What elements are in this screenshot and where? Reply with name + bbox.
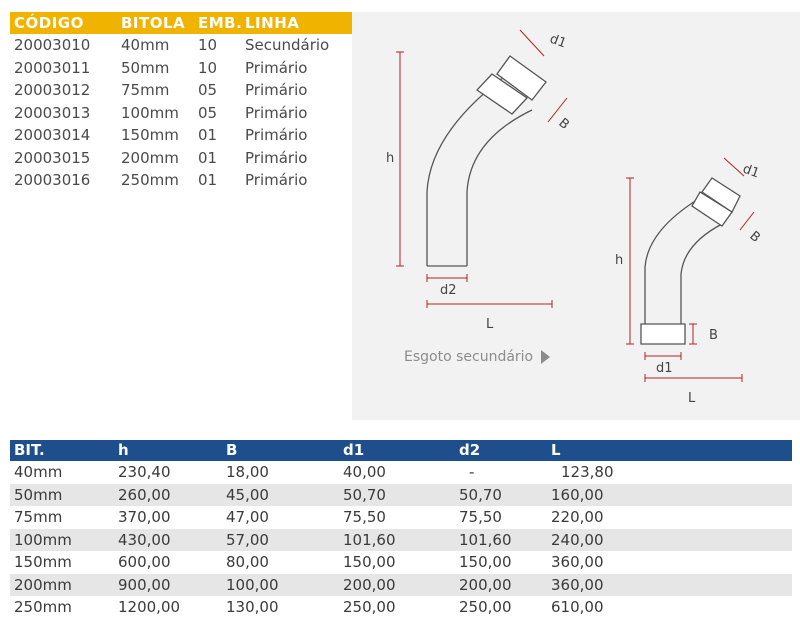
dimension-cell: 150,00 — [343, 553, 396, 571]
product-cell: Primário — [245, 148, 308, 167]
header-emb: EMB. — [198, 14, 243, 32]
dimension-cell: 50,70 — [343, 485, 386, 504]
product-cell: 200mm — [121, 148, 179, 167]
large-d1-label: d1 — [547, 31, 569, 52]
small-d1-bottom-label: d1 — [656, 361, 673, 376]
product-cell: 01 — [198, 171, 218, 189]
dimensions-table-row — [10, 596, 792, 619]
technical-drawing-panel — [352, 12, 800, 420]
dimension-cell: 250,00 — [343, 598, 396, 616]
dimension-cell: 100,00 — [226, 575, 279, 594]
product-cell: 10 — [198, 58, 218, 77]
triangle-right-icon — [541, 350, 550, 364]
header-linha: LINHA — [245, 14, 300, 32]
dimension-cell: 230,40 — [118, 463, 171, 481]
product-cell: Primário — [245, 126, 308, 144]
dimensions-table-row — [10, 529, 792, 552]
product-cell: 20003015 — [14, 148, 91, 167]
product-table-row — [10, 124, 355, 147]
product-cell: 75mm — [121, 81, 170, 99]
dimensions-table-row — [10, 506, 792, 529]
dimension-cell: 47,00 — [226, 508, 269, 526]
header-bit: BIT. — [14, 441, 45, 459]
small-h-label: h — [615, 253, 624, 268]
large-d2-label: d2 — [440, 283, 457, 298]
dimension-cell: 1200,00 — [118, 598, 181, 616]
header-bitola: BITOLA — [121, 14, 186, 32]
product-cell: Primário — [245, 171, 308, 189]
dimension-cell: 200mm — [14, 575, 72, 594]
dimension-cell: 101,60 — [459, 530, 512, 549]
header-l: L — [551, 441, 561, 459]
dimension-cell: 150mm — [14, 553, 72, 571]
product-cell: 50mm — [121, 58, 170, 77]
product-table-row — [10, 79, 355, 102]
small-elbow — [641, 178, 740, 344]
dimensions-table-row — [10, 574, 792, 597]
dimensions-table-header — [10, 440, 792, 461]
small-b-top-label: B — [746, 228, 763, 246]
product-cell: 150mm — [121, 126, 179, 144]
dimension-cell: 200,00 — [343, 575, 396, 594]
dimension-cell: 250,00 — [459, 598, 512, 616]
small-b-bottom-label: B — [709, 328, 718, 343]
dimension-cell: 130,00 — [226, 598, 279, 616]
product-table-row — [10, 57, 355, 80]
large-h-label: h — [386, 151, 395, 166]
header-d2: d2 — [459, 441, 481, 459]
dimension-cell: 50mm — [14, 485, 63, 504]
dimensions-table — [10, 440, 792, 619]
product-table-row — [10, 102, 355, 125]
dimensions-table-row — [10, 484, 792, 507]
dimensions-table-row — [10, 461, 792, 484]
dimension-cell: 123,80 — [561, 463, 614, 481]
product-cell: 05 — [198, 103, 218, 122]
dimension-cell: 260,00 — [118, 485, 171, 504]
dimension-cell: 430,00 — [118, 530, 171, 549]
large-b-label: B — [555, 115, 572, 133]
dimension-cell: 370,00 — [118, 508, 171, 526]
product-cell: 01 — [198, 126, 218, 144]
large-l-label: L — [486, 317, 494, 332]
product-cell: 20003011 — [14, 58, 91, 77]
small-d1-label: d1 — [740, 161, 762, 182]
product-table-header — [10, 12, 355, 34]
header-b: B — [226, 441, 238, 459]
dimension-cell: 360,00 — [551, 575, 604, 594]
caption-text: Esgoto secundário — [404, 349, 534, 365]
dimension-cell: 40,00 — [343, 463, 386, 481]
dimension-cell: 200,00 — [459, 575, 512, 594]
product-cell: 20003012 — [14, 81, 91, 99]
product-cell: 20003013 — [14, 103, 91, 122]
product-cell: 05 — [198, 81, 218, 99]
caption-esgoto-secundario — [404, 349, 550, 365]
dimension-cell: 75,50 — [459, 508, 502, 526]
product-cell: 20003014 — [14, 126, 91, 144]
dimension-cell: 101,60 — [343, 530, 396, 549]
dimension-cell: 610,00 — [551, 598, 604, 616]
product-cell: Primário — [245, 58, 308, 77]
dimension-cell: 80,00 — [226, 553, 269, 571]
dimension-cell: 18,00 — [226, 463, 269, 481]
dimension-cell: 360,00 — [551, 553, 604, 571]
dimension-cell: 600,00 — [118, 553, 171, 571]
product-cell: 01 — [198, 148, 218, 167]
product-table-row — [10, 147, 355, 170]
product-cell: Secundário — [245, 36, 330, 54]
product-cell: 40mm — [121, 36, 170, 54]
dimension-cell: 250mm — [14, 598, 72, 616]
header-d1: d1 — [343, 441, 365, 459]
header-codigo: CÓDIGO — [14, 14, 84, 32]
product-cell: Primário — [245, 81, 308, 99]
product-table — [10, 12, 355, 192]
dimension-cell: 220,00 — [551, 508, 604, 526]
dimension-cell: 160,00 — [551, 485, 604, 504]
dimension-cell: 75mm — [14, 508, 63, 526]
product-cell: 20003016 — [14, 171, 91, 189]
product-cell: 100mm — [121, 103, 179, 122]
product-cell: 20003010 — [14, 36, 91, 54]
dimensions-table-row — [10, 551, 792, 574]
dimension-cell: 150,00 — [459, 553, 512, 571]
dimension-cell: 40mm — [14, 463, 63, 481]
header-h: h — [118, 441, 129, 459]
dimension-cell: 100mm — [14, 530, 72, 549]
product-table-row — [10, 34, 355, 57]
product-cell: Primário — [245, 103, 308, 122]
large-elbow — [427, 56, 546, 266]
dimension-cell: - — [469, 463, 475, 481]
dimension-cell: 240,00 — [551, 530, 604, 549]
product-cell: 250mm — [121, 171, 179, 189]
product-table-row — [10, 169, 355, 192]
dimension-cell: 900,00 — [118, 575, 171, 594]
dimension-cell: 57,00 — [226, 530, 269, 549]
small-l-label: L — [688, 391, 696, 406]
dimension-cell: 50,70 — [459, 485, 502, 504]
product-cell: 10 — [198, 36, 218, 54]
dimension-cell: 75,50 — [343, 508, 386, 526]
dimension-cell: 45,00 — [226, 485, 269, 504]
